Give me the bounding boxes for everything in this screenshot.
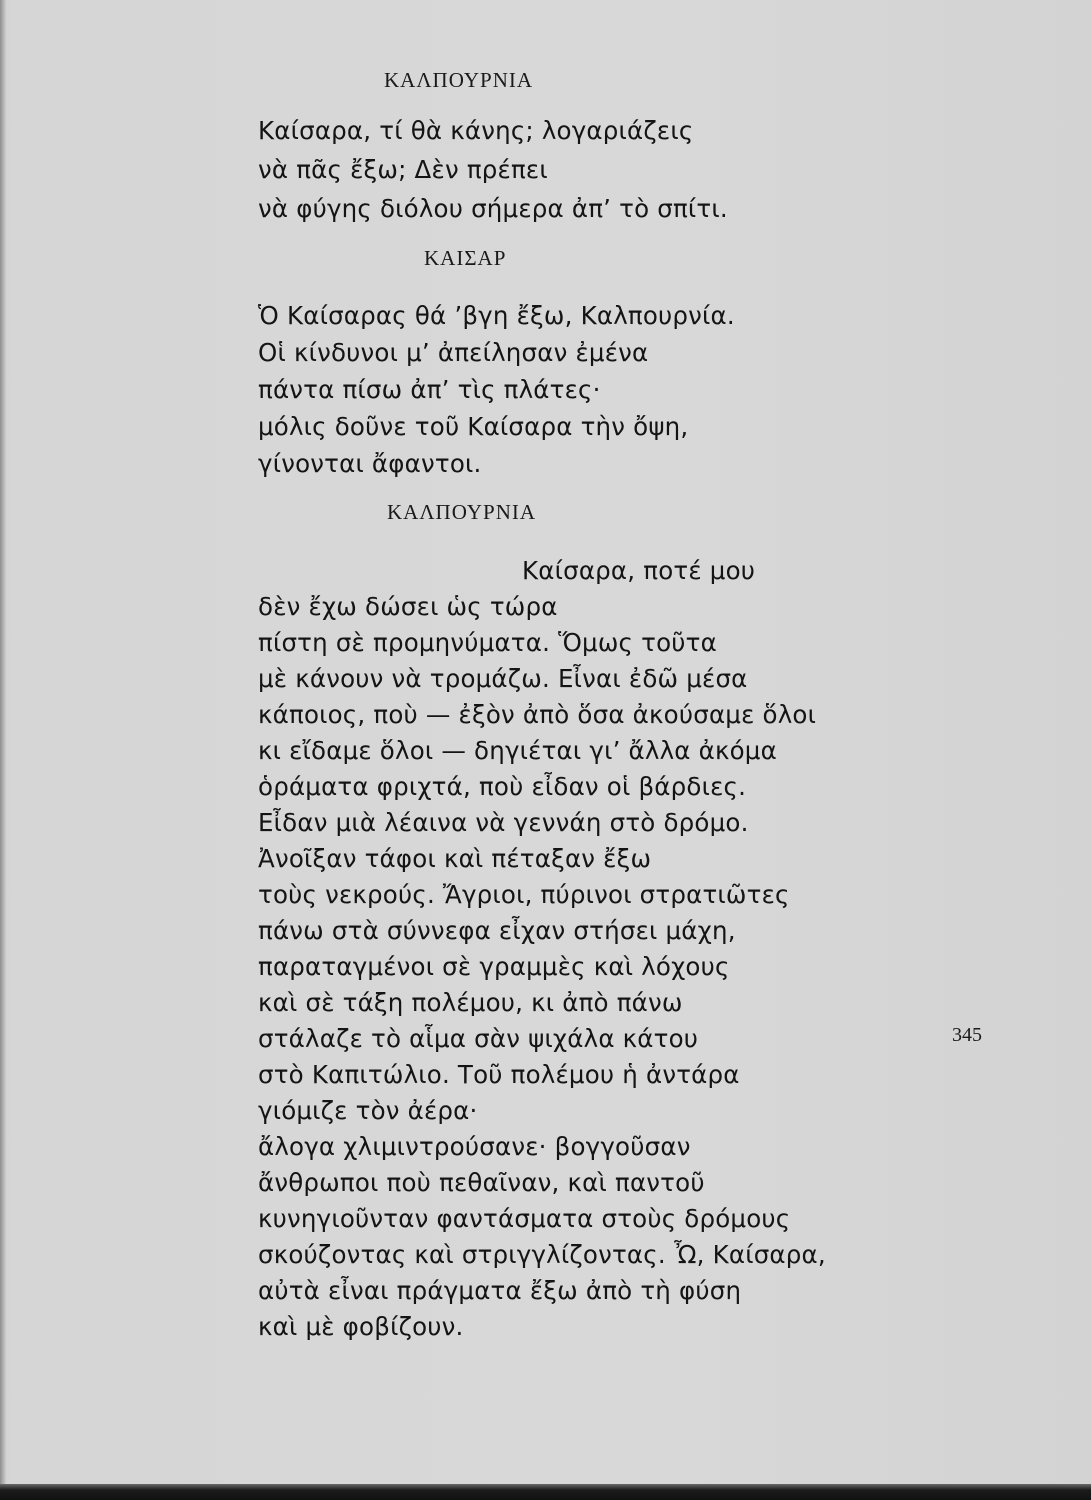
verse-line: καὶ σὲ τάξη πολέμου, κι ἀπὸ πάνω bbox=[258, 988, 683, 1017]
page-bottom-edge bbox=[0, 1484, 1091, 1500]
verse-line: Ὁ Καίσαρας θά ’βγη ἔξω, Καλπουρνία. bbox=[258, 301, 735, 330]
verse-line: γίνονται ἄφαντοι. bbox=[258, 449, 482, 478]
verse-line: πίστη σὲ προμηνύματα. Ὅμως τοῦτα bbox=[258, 628, 717, 657]
verse-line: Οἱ κίνδυνοι μ’ ἀπείλησαν ἐμένα bbox=[258, 338, 649, 367]
verse-line: κι εἴδαμε ὅλοι — δηγιέται γι’ ἄλλα ἀκόμα bbox=[258, 736, 777, 765]
verse-line: ἄλογα χλιμιντρούσανε· βογγοῦσαν bbox=[258, 1132, 691, 1161]
verse-line: Καίσαρα, ποτέ μου bbox=[522, 556, 756, 585]
verse-line: σκούζοντας καὶ στριγγλίζοντας. Ὦ, Καίσαρα, bbox=[258, 1240, 826, 1269]
verse-line: τοὺς νεκρούς. Ἄγριοι, πύρινοι στρατιῶτες bbox=[258, 880, 790, 909]
verse-line: κάποιος, ποὺ — ἐξὸν ἀπὸ ὅσα ἀκούσαμε ὅλοι bbox=[258, 700, 817, 729]
verse-line: νὰ φύγης διόλου σήμερα ἀπ’ τὸ σπίτι. bbox=[258, 194, 728, 223]
verse-line: κυνηγιοῦνταν φαντάσματα στοὺς δρόμους bbox=[258, 1204, 791, 1233]
verse-line: παραταγμένοι σὲ γραμμὲς καὶ λόχους bbox=[258, 952, 730, 981]
verse-line: μόλις δοῦνε τοῦ Καίσαρα τὴν ὄψη, bbox=[258, 412, 689, 441]
page-gutter-shadow bbox=[0, 0, 6, 1484]
verse-line: μὲ κάνουν νὰ τρομάζω. Εἶναι ἐδῶ μέσα bbox=[258, 664, 748, 693]
verse-line: στάλαζε τὸ αἷμα σὰν ψιχάλα κάτου bbox=[258, 1024, 699, 1053]
verse-line: πάνω στὰ σύννεφα εἶχαν στήσει μάχη, bbox=[258, 916, 736, 945]
verse-line: δὲν ἔχω δώσει ὡς τώρα bbox=[258, 592, 558, 621]
verse-line: Ἀνοῖξαν τάφοι καὶ πέταξαν ἔξω bbox=[258, 844, 652, 873]
verse-line: ἄνθρωποι ποὺ πεθαῖναν, καὶ παντοῦ bbox=[258, 1168, 705, 1197]
verse-line: πάντα πίσω ἀπ’ τὶς πλάτες· bbox=[258, 375, 601, 404]
verse-line: καὶ μὲ φοβίζουν. bbox=[258, 1312, 464, 1341]
verse-line: γιόμιζε τὸν ἀέρα· bbox=[258, 1096, 478, 1125]
speaker-heading: ΚΑΛΠΟΥΡΝΙΑ bbox=[387, 500, 537, 524]
speaker-heading: ΚΑΙΣΑΡ bbox=[424, 246, 507, 270]
verse-line: ὁράματα φριχτά, ποὺ εἶδαν οἱ βάρδιες. bbox=[258, 772, 747, 801]
verse-line: νὰ πᾶς ἔξω; Δὲν πρέπει bbox=[258, 155, 548, 184]
page-number: 345 bbox=[952, 1024, 982, 1046]
verse-line: στὸ Καπιτώλιο. Τοῦ πολέμου ἡ ἀντάρα bbox=[258, 1060, 740, 1089]
speaker-heading: ΚΑΛΠΟΥΡΝΙΑ bbox=[384, 68, 534, 92]
verse-line: Εἶδαν μιὰ λέαινα νὰ γεννάη στὸ δρόμο. bbox=[258, 808, 749, 837]
verse-line: Καίσαρα, τί θὰ κάνης; λογαριάζεις bbox=[258, 116, 694, 145]
verse-line: αὐτὰ εἶναι πράγματα ἔξω ἀπὸ τὴ φύση bbox=[258, 1276, 742, 1305]
